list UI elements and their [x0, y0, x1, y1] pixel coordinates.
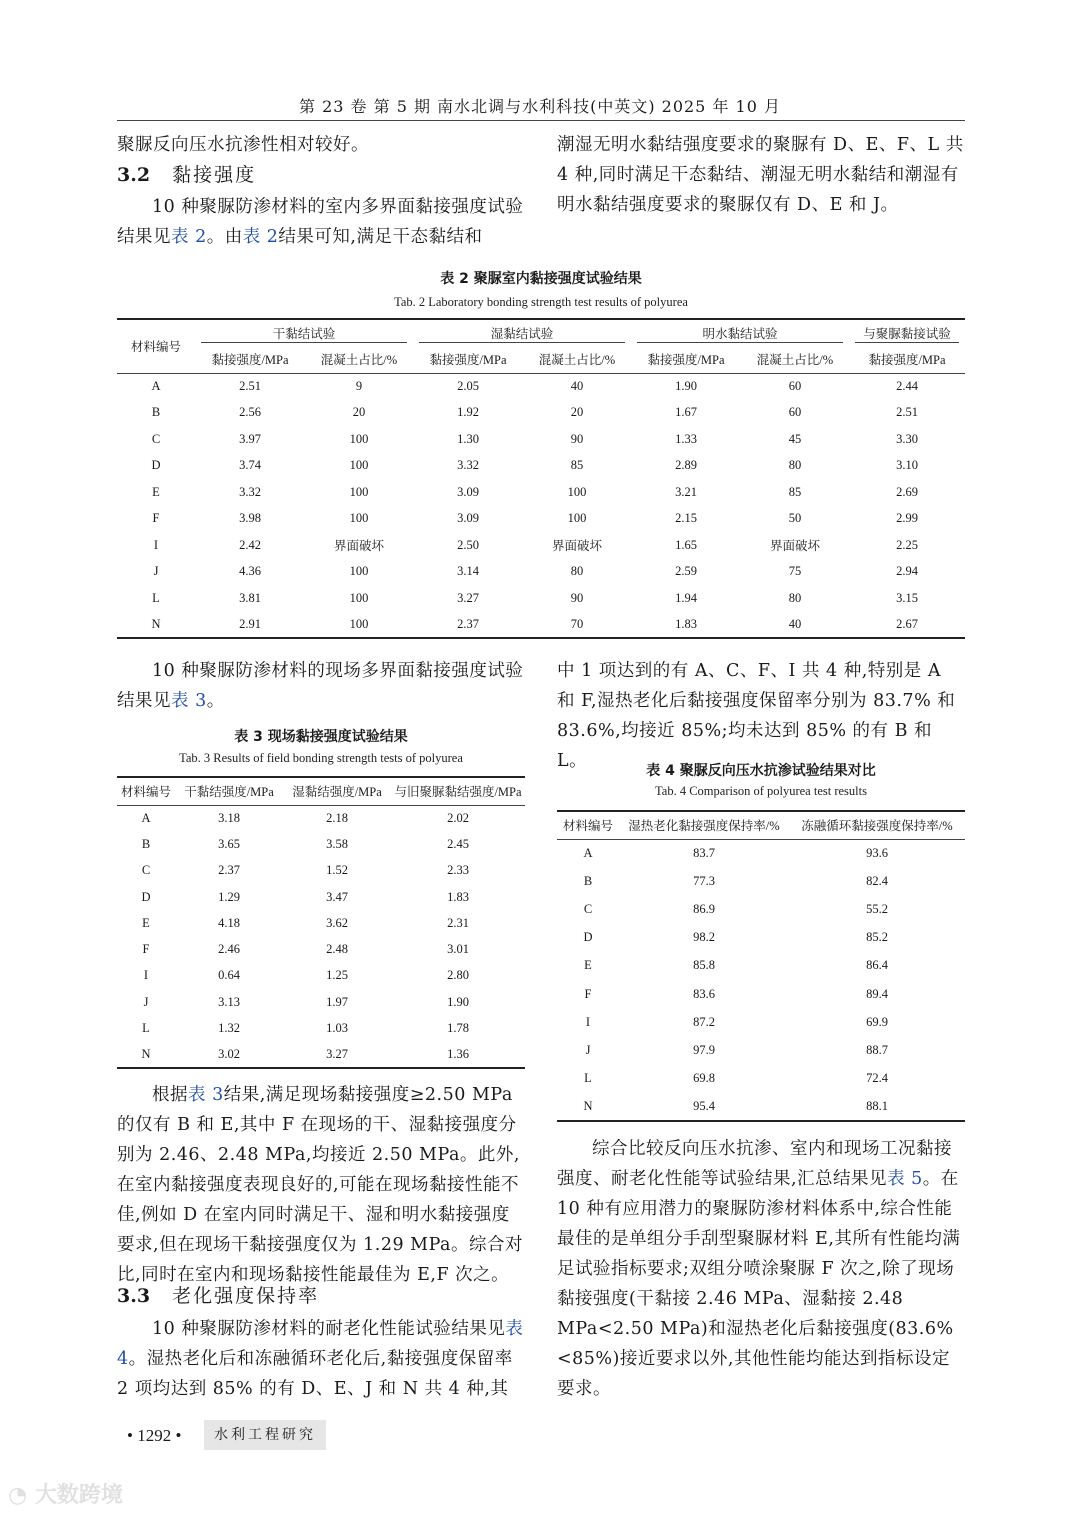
- section-title: 黏接强度: [172, 164, 257, 186]
- table-cell: 3.47: [326, 889, 348, 904]
- table-cell: 1.33: [675, 431, 697, 446]
- table-cell: 1.97: [326, 994, 348, 1009]
- table-cell: 100: [349, 564, 369, 579]
- table-cell: 100: [567, 511, 587, 526]
- table-cell: 2.42: [239, 537, 261, 552]
- table-cell: 界面破坏: [551, 539, 602, 554]
- table-cell: J: [153, 564, 159, 579]
- table-cell: L: [142, 1021, 150, 1036]
- table-cell: 3.62: [326, 915, 348, 930]
- paragraph: 聚脲反向压水抗渗性相对较好。: [117, 135, 369, 155]
- table-cell: 88.1: [866, 1098, 888, 1113]
- table-cell: 1.90: [447, 994, 469, 1009]
- table-cell: 2.51: [239, 379, 261, 393]
- table-cell: B: [151, 405, 161, 420]
- table-cell: 1.78: [447, 1021, 469, 1036]
- table-cell: J: [585, 1042, 591, 1057]
- table-cell: 85.2: [866, 930, 888, 945]
- table-row: [117, 1015, 525, 1041]
- header-rule: [117, 120, 965, 121]
- header-cell: 材料编号: [120, 785, 171, 800]
- table-cell: I: [153, 537, 159, 552]
- table-cell: 2.48: [326, 942, 348, 957]
- paragraph: 中 1 项达到的有 A、C、F、I 共 4 种,特别是 A 和 F,湿热老化后黏接强度保留率分别为 83.7% 和 83.6%,均接近 85%;均未达到 85% 的有 B 和 L。: [557, 661, 956, 771]
- table-cell: I: [143, 968, 149, 983]
- table-row: [557, 1036, 965, 1064]
- table-cell: 45: [788, 431, 802, 446]
- table-cell: C: [583, 901, 593, 916]
- left-para-3: [117, 1080, 525, 1290]
- table-cell: 4.36: [239, 564, 261, 579]
- table-cell: L: [152, 590, 160, 605]
- table-cell: 1.03: [326, 1021, 348, 1036]
- table-cell: 1.65: [675, 537, 697, 552]
- table4-caption-cn: 表 4 聚脲反向压水抗渗试验结果对比: [646, 763, 876, 779]
- header-cell: 湿热老化黏接强度保持率/%: [628, 819, 780, 834]
- table3: [117, 776, 525, 1069]
- table-row: [557, 1093, 965, 1121]
- table-row: [117, 532, 965, 559]
- table-cell: 2.31: [447, 915, 469, 930]
- table-cell: D: [141, 889, 151, 904]
- header-cell: 黏接强度/MPa: [647, 353, 725, 368]
- table-cell: E: [152, 484, 160, 499]
- table3-body: [117, 805, 525, 1068]
- right-para-1: [557, 130, 965, 220]
- table2-caption-cn: 表 2 聚脲室内黏接强度试验结果: [440, 271, 642, 287]
- header-cell: 混凝土占比/%: [756, 353, 834, 368]
- table2: [117, 318, 965, 639]
- table-cell: 9: [355, 379, 363, 393]
- table-cell: 50: [788, 511, 802, 526]
- table-cell: 3.09: [457, 484, 479, 499]
- section-number: 3.2: [117, 164, 151, 186]
- table-cell: 55.2: [866, 901, 888, 916]
- table-cell: 2.37: [218, 863, 240, 878]
- table4: [557, 810, 965, 1122]
- table-cell: B: [583, 873, 593, 888]
- table-cell: 88.7: [866, 1042, 888, 1057]
- table-cell: 1.67: [675, 405, 697, 420]
- table-cell: 2.33: [447, 863, 469, 878]
- table-cell: 3.02: [218, 1046, 240, 1061]
- table-cell: 2.59: [675, 564, 697, 579]
- left-top-text: [117, 130, 525, 160]
- table4-body: [557, 839, 965, 1121]
- table-cell: 1.83: [447, 889, 469, 904]
- table-cell: 3.10: [896, 458, 918, 473]
- header-cell: 与旧聚脲黏结强度/MPa: [394, 785, 522, 800]
- ref-table-5[interactable]: 表 5: [887, 1169, 923, 1189]
- table-row: [117, 963, 525, 989]
- table-cell: 2.99: [896, 511, 918, 526]
- table-cell: 100: [349, 431, 369, 446]
- table-row: [117, 373, 965, 400]
- table-cell: 3.30: [896, 431, 918, 446]
- paragraph-text: 根据: [152, 1085, 188, 1105]
- paragraph-text: 。由: [206, 227, 243, 247]
- table-row: [117, 400, 965, 427]
- paragraph: 潮湿无明水黏结强度要求的聚脲有 D、E、F、L 共 4 种,同时满足干态黏结、潮湿无明水黏结和潮湿有明水黏结强度要求的聚脲仅有 D、E 和 J。: [557, 135, 964, 215]
- table-cell: E: [584, 958, 592, 973]
- watermark: [8, 1478, 123, 1509]
- watermark-icon: ◔: [8, 1483, 28, 1508]
- table-cell: 100: [349, 616, 369, 631]
- table-cell: 83.7: [693, 845, 715, 860]
- table-cell: 4.18: [218, 915, 240, 930]
- header-cell: 混凝土占比/%: [320, 353, 398, 368]
- table-cell: 界面破坏: [333, 539, 384, 554]
- table-row: [117, 884, 525, 910]
- table-row: [117, 559, 965, 586]
- table-cell: 100: [349, 484, 369, 499]
- table-row: [117, 936, 525, 962]
- table-row: [117, 910, 525, 936]
- table-cell: 100: [349, 458, 369, 473]
- table-cell: 2.94: [896, 564, 918, 579]
- table-cell: D: [151, 458, 161, 473]
- paragraph-text: 结果可知,满足干态黏结和: [278, 227, 483, 247]
- paragraph-text: 10 种聚脲防渗材料的室内多界面黏接强度试验结果见: [117, 197, 524, 247]
- left-para-1: [117, 192, 525, 252]
- table-row: [117, 506, 965, 533]
- table-cell: 2.89: [675, 458, 697, 473]
- table-cell: 3.15: [896, 590, 918, 605]
- header-cell: 材料编号: [562, 819, 613, 834]
- table-cell: 3.13: [218, 994, 240, 1009]
- header-cell: 黏接强度/MPa: [868, 353, 946, 368]
- table-cell: 2.46: [218, 942, 240, 957]
- table-cell: L: [584, 1071, 592, 1086]
- table-cell: 2.25: [896, 537, 918, 552]
- header-cell: 混凝土占比/%: [538, 353, 616, 368]
- table-cell: J: [143, 994, 149, 1009]
- section-3-3-heading: [117, 1281, 525, 1311]
- table-cell: 40: [788, 616, 802, 631]
- table-cell: F: [152, 511, 160, 526]
- table-cell: 2.67: [896, 616, 918, 631]
- table-cell: 2.91: [239, 616, 261, 631]
- table-row: [117, 805, 525, 831]
- table-cell: 1.30: [457, 431, 479, 446]
- ref-table-2[interactable]: 表 2: [242, 227, 279, 247]
- paragraph-text: 10 种聚脲防渗材料的现场多界面黏接强度试验结果见: [117, 661, 524, 711]
- table-cell: 2.44: [896, 379, 918, 393]
- paragraph-text: 10 种聚脲防渗材料的耐老化性能试验结果见: [152, 1319, 506, 1339]
- table-cell: 93.6: [866, 845, 888, 860]
- table-cell: 1.25: [326, 968, 348, 983]
- table-row: [117, 1042, 525, 1068]
- table-cell: 3.58: [326, 836, 348, 851]
- paragraph-text: 综合比较反向压水抗渗、室内和现场工况黏接强度、耐老化性能等试验结果,汇总结果见: [557, 1139, 952, 1189]
- table-cell: F: [142, 942, 150, 957]
- table2-caption-en: Tab. 2 Laboratory bonding strength test results of polyurea: [394, 295, 688, 309]
- table-cell: 界面破坏: [769, 539, 820, 554]
- table-cell: 3.74: [239, 458, 261, 473]
- table-cell: 95.4: [693, 1098, 715, 1113]
- table-cell: 3.27: [457, 590, 479, 605]
- table4-caption-en: Tab. 4 Comparison of polyurea test results: [655, 784, 867, 798]
- table-cell: 20: [352, 405, 366, 420]
- table-cell: 20: [570, 405, 584, 420]
- table-row: [557, 980, 965, 1008]
- table-row: [557, 952, 965, 980]
- table-cell: 2.05: [457, 379, 479, 393]
- table-cell: 3.97: [239, 431, 261, 446]
- table-cell: F: [584, 986, 592, 1001]
- table-cell: E: [142, 915, 150, 930]
- left-para-4: [117, 1314, 525, 1404]
- table-cell: 2.51: [896, 405, 918, 420]
- table-cell: C: [141, 863, 151, 878]
- table-cell: A: [151, 379, 161, 393]
- table-row: [117, 453, 965, 480]
- journal-section-label: 水利工程研究: [204, 1420, 326, 1450]
- section-3-2-heading: [117, 160, 525, 190]
- table-cell: 1.36: [447, 1046, 469, 1061]
- table-cell: 69.9: [866, 1014, 888, 1029]
- table-cell: 89.4: [866, 986, 888, 1001]
- table-cell: 2.37: [457, 616, 479, 631]
- paragraph-text: 。在 10 种有应用潜力的聚脲防渗材料体系中,综合性能最佳的是单组分手刮型聚脲材料 E,其所有性能均满足试验指标要求;双组分喷涂聚脲 F 次之,除了现场黏接强度(干黏接 2.46 MPa、湿黏接 2.48 MPa<2.50 MPa)和湿热老化后黏接强度(83.6%<85%)接近要求以外,其他性能均能达到指标设定要求。: [557, 1169, 961, 1399]
- table-cell: 1.94: [675, 590, 697, 605]
- table-row: [557, 867, 965, 895]
- table-cell: N: [583, 1098, 593, 1113]
- paragraph-text: 。湿热老化后和冻融循环老化后,黏接强度保留率 2 项均达到 85% 的有 D、E、J 和 N 共 4 种,其: [117, 1349, 513, 1399]
- table-cell: 3.32: [239, 484, 261, 499]
- table-row: [557, 1008, 965, 1036]
- table-cell: 100: [349, 590, 369, 605]
- table-cell: 100: [567, 484, 587, 499]
- table-cell: N: [141, 1046, 151, 1061]
- ref-table-3[interactable]: 表 3: [188, 1085, 224, 1105]
- table3-caption-en: Tab. 3 Results of field bonding strength tests of polyurea: [179, 751, 463, 765]
- ref-table-3[interactable]: 表 3: [171, 691, 207, 711]
- table-cell: I: [585, 1014, 591, 1029]
- table-cell: A: [141, 810, 151, 825]
- table-cell: 1.52: [326, 863, 348, 878]
- table-cell: 90: [570, 590, 584, 605]
- table-cell: 83.6: [693, 986, 715, 1001]
- table3-caption-cn: 表 3 现场黏接强度试验结果: [234, 729, 408, 745]
- table-cell: 3.81: [239, 590, 261, 605]
- table-cell: 3.65: [218, 836, 240, 851]
- group-header: 干黏结试验: [195, 319, 413, 346]
- table-cell: 1.32: [218, 1021, 240, 1036]
- table2-body: [117, 373, 965, 638]
- table-cell: 2.15: [675, 511, 697, 526]
- header-cell: 黏接强度/MPa: [429, 353, 507, 368]
- table-cell: 3.09: [457, 511, 479, 526]
- table-cell: 2.45: [447, 836, 469, 851]
- table-cell: 75: [788, 564, 802, 579]
- table-cell: 100: [349, 511, 369, 526]
- table-cell: B: [141, 836, 151, 851]
- table-cell: 2.02: [447, 810, 469, 825]
- table-cell: 3.98: [239, 511, 261, 526]
- table-cell: 98.2: [693, 930, 715, 945]
- table-row: [117, 612, 965, 639]
- table-row: [117, 585, 965, 612]
- table-cell: 97.9: [693, 1042, 715, 1057]
- table-cell: 3.32: [457, 458, 479, 473]
- table-cell: N: [151, 616, 161, 631]
- table-cell: 60: [788, 379, 802, 393]
- table-cell: 80: [570, 564, 584, 579]
- paragraph-text: 。: [206, 691, 225, 711]
- right-para-3: [557, 1134, 965, 1404]
- table-cell: 2.50: [457, 537, 479, 552]
- table-row: [117, 858, 525, 884]
- right-para-2: [557, 656, 965, 776]
- section-title: 老化强度保持率: [172, 1285, 320, 1307]
- group-header: 湿黏结试验: [413, 319, 631, 346]
- table-cell: 80: [788, 590, 802, 605]
- paragraph-text: 结果,满足现场黏接强度≥2.50 MPa 的仅有 B 和 E,其中 F 在现场的干、湿黏接强度分别为 2.46、2.48 MPa,均接近 2.50 MPa。此外,在室内黏接强度表现良好的,可能在现场黏接性能不佳,例如 D 在室内同时满足干、湿和明水黏接强度要求,但在现场干黏接强度仅为 1.29 MPa。综合对比,同时在室内和现场黏接性能最佳为 E,F 次之。: [117, 1085, 523, 1285]
- table-cell: C: [151, 431, 161, 446]
- table-row: [117, 831, 525, 857]
- table-cell: 69.8: [693, 1071, 715, 1086]
- table-cell: A: [583, 845, 593, 860]
- ref-table-4[interactable]: 表 4: [117, 1319, 524, 1369]
- table-cell: 1.90: [675, 379, 697, 393]
- table-cell: 2.18: [326, 810, 348, 825]
- header-cell: 干黏结强度/MPa: [184, 785, 274, 800]
- watermark-text: 大数跨境: [34, 1483, 123, 1508]
- ref-table-2[interactable]: 表 2: [171, 227, 207, 247]
- table-cell: 1.83: [675, 616, 697, 631]
- header-cell: 黏接强度/MPa: [211, 353, 289, 368]
- table-cell: 85: [788, 484, 802, 499]
- table-row: [117, 989, 525, 1015]
- table-cell: 40: [570, 379, 584, 393]
- table-cell: 90: [570, 431, 584, 446]
- table-cell: 70: [570, 616, 584, 631]
- table-cell: 86.9: [693, 901, 715, 916]
- table-cell: 86.4: [866, 958, 888, 973]
- table-row: [557, 1065, 965, 1093]
- table-cell: 3.14: [457, 564, 479, 579]
- table-cell: 3.27: [326, 1046, 348, 1061]
- table-row: [117, 426, 965, 453]
- table-cell: 0.64: [218, 968, 240, 983]
- header-cell: 冻融循环黏接强度保持率/%: [801, 819, 953, 834]
- table-cell: 60: [788, 405, 802, 420]
- group-header: 明水黏结试验: [631, 319, 849, 346]
- table-cell: 82.4: [866, 873, 888, 888]
- table-cell: 80: [788, 458, 802, 473]
- table-row: [557, 839, 965, 867]
- running-header: 第 23 卷 第 5 期 南水北调与水利科技(中英文) 2025 年 10 月: [299, 97, 781, 116]
- table-cell: 77.3: [693, 873, 715, 888]
- page-number: • 1292 •: [127, 1426, 182, 1445]
- table-cell: 3.18: [218, 810, 240, 825]
- table-cell: 2.69: [896, 484, 918, 499]
- table-row: [117, 479, 965, 506]
- table-cell: 85: [570, 458, 584, 473]
- header-cell: 湿黏结强度/MPa: [292, 785, 382, 800]
- table-cell: 1.92: [457, 405, 479, 420]
- left-para-2: [117, 656, 525, 716]
- section-number: 3.3: [117, 1285, 151, 1307]
- header-cell: 材料编号: [117, 319, 195, 373]
- table-cell: D: [583, 930, 593, 945]
- table-cell: 72.4: [866, 1071, 888, 1086]
- table-cell: 1.29: [218, 889, 240, 904]
- group-header: 与聚脲黏接试验: [849, 319, 965, 346]
- table-row: [557, 924, 965, 952]
- table-row: [557, 895, 965, 923]
- table-cell: 3.01: [447, 942, 469, 957]
- table-cell: 3.21: [675, 484, 697, 499]
- table-cell: 2.80: [447, 968, 469, 983]
- table-cell: 85.8: [693, 958, 715, 973]
- table-cell: 2.56: [239, 405, 261, 420]
- table-cell: 87.2: [693, 1014, 715, 1029]
